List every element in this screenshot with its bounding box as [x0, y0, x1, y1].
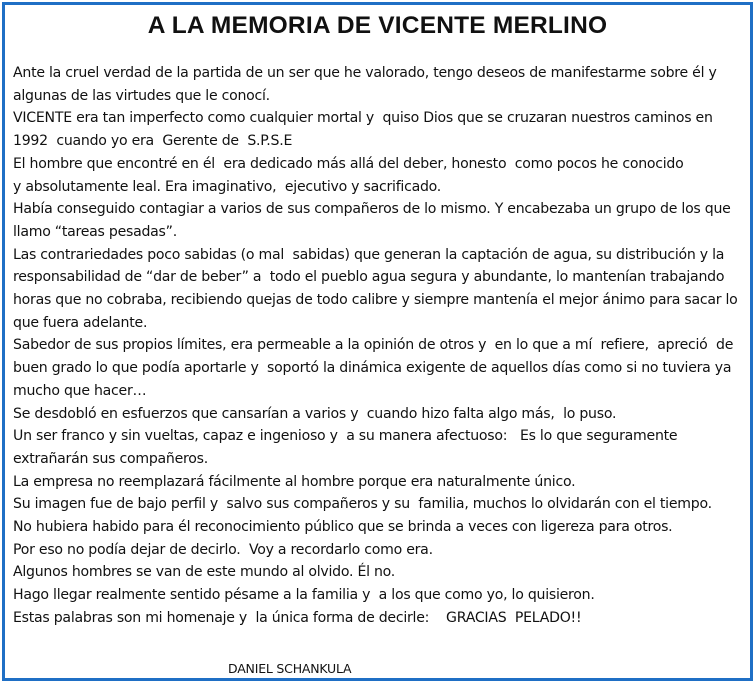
text-line: Sabedor de sus propios límites, era permeable a la opinión de otros y en lo que a mí refiere, apreció de [13, 337, 734, 354]
text-line: VICENTE era tan imperfecto como cualquier mortal y quiso Dios que se cruzaran nuestros caminos en [13, 110, 713, 127]
text-line: Por eso no podía dejar de decirlo. Voy a recordarlo como era. [13, 541, 433, 558]
document-title: A LA MEMORIA DE VICENTE MERLINO [147, 12, 608, 39]
text-line: buen grado lo que podía aportarle y soportó la dinámica exigente de aquellos días como si no tuviera ya [13, 360, 732, 377]
text-line: Un ser franco y sin vueltas, capaz e ingenioso y a su manera afectuoso: Es lo que seguramente [13, 428, 678, 445]
text-line: No hubiera habido para él reconocimiento público que se brinda a veces con ligereza para otros. [13, 519, 673, 536]
text-line: La empresa no reemplazará fácilmente al hombre porque era naturalmente único. [13, 473, 576, 490]
text-line: El hombre que encontré en él era dedicado más allá del deber, honesto como pocos he conocido [13, 155, 684, 172]
memorial-text [13, 62, 753, 630]
text-line: Ante la cruel verdad de la partida de un ser que he valorado, tengo deseos de manifestarme sobre él y [13, 65, 717, 81]
text-line: Estas palabras son mi homenaje y la única forma de decirle: GRACIAS PELADO!! [13, 609, 582, 626]
text-line: y absolutamente leal. Era imaginativo, ejecutivo y sacrificado. [13, 178, 442, 195]
text-line: algunas de las virtudes que le conocí. [13, 87, 270, 104]
text-line: extrañarán sus compañeros. [13, 450, 208, 467]
text-line: Su imagen fue de bajo perfil y salvo sus compañeros y su familia, muchos lo olvidarán con el tiempo. [13, 496, 712, 513]
text-line: que fuera adelante. [13, 314, 148, 331]
text-line: responsabilidad de “dar de beber” a todo el pueblo agua segura y abundante, lo mantenían trabajando [13, 269, 725, 286]
text-line: Las contrariedades poco sabidas (o mal sabidas) que generan la captación de agua, su distribución y la [13, 246, 725, 263]
text-line: Hago llegar realmente sentido pésame a la familia y a los que como yo, lo quisieron. [13, 587, 595, 604]
text-line: llamo “tareas pesadas”. [13, 223, 177, 240]
text-line: Se desdobló en esfuerzos que cansarían a varios y cuando hizo falta algo más, lo puso. [13, 405, 617, 422]
signature: DANIEL SCHANKULA [228, 661, 352, 676]
text-line: mucho que hacer… [13, 382, 147, 399]
text-line: Había conseguido contagiar a varios de sus compañeros de lo mismo. Y encabezaba un grupo de los que [13, 201, 731, 218]
document-frame [2, 2, 753, 681]
text-line: Algunos hombres se van de este mundo al olvido. Él no. [13, 564, 396, 581]
text-line: 1992 cuando yo era Gerente de S.P.S.E [13, 133, 293, 150]
text-line: horas que no cobraba, recibiendo quejas de todo calibre y siempre mantenía el mejor ánimo para sacar lo [13, 292, 738, 309]
